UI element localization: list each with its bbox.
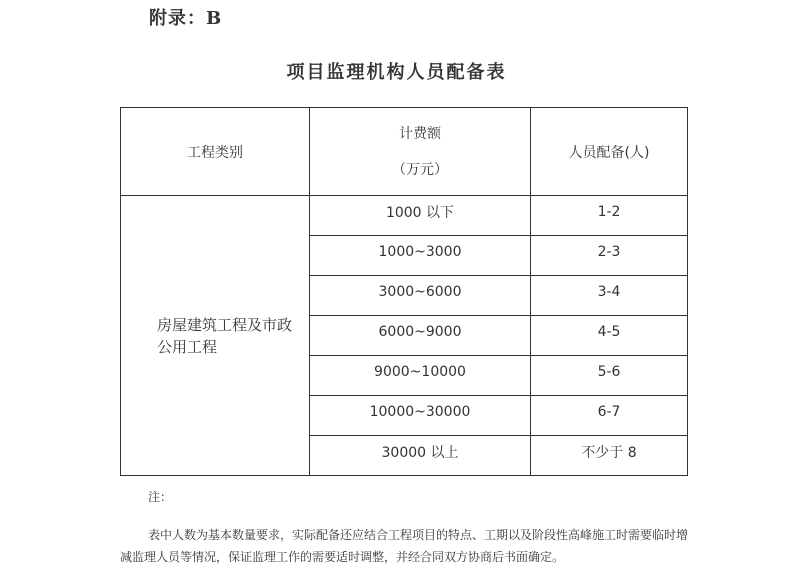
fee-cell: 1000 以下 <box>310 196 531 236</box>
page-title: 项目监理机构人员配备表 <box>286 62 507 83</box>
header-fee-label: 计费额 <box>399 125 441 142</box>
staff-cell: 不少于 8 <box>531 436 688 476</box>
fee-cell: 6000~9000 <box>310 316 531 356</box>
staff-cell: 2-3 <box>531 236 688 276</box>
staff-cell: 6-7 <box>531 396 688 436</box>
staff-cell: 1-2 <box>531 196 688 236</box>
note-text: 表中人数为基本数量要求，实际配备还应结合工程项目的特点、工期以及阶段性高峰施工时需要临时增减监理人员等情况，保证监理工作的需要适时调整，并经合同双方协商后书面确定。 <box>120 528 689 564</box>
fee-cell: 3000~6000 <box>310 276 531 316</box>
staff-cell: 4-5 <box>531 316 688 356</box>
fee-cell: 10000~30000 <box>310 396 531 436</box>
category-text: 房屋建筑工程及市政公用工程 <box>157 315 293 356</box>
note-label: 注： <box>148 490 173 504</box>
staffing-table <box>120 107 688 476</box>
staff-cell: 5-6 <box>531 356 688 396</box>
table-row <box>121 196 688 236</box>
category-cell <box>121 196 310 476</box>
header-staff: 人员配备(人) <box>531 108 688 196</box>
staff-cell: 3-4 <box>531 276 688 316</box>
header-fee <box>310 108 531 196</box>
table-header-row <box>121 108 688 196</box>
appendix-label: 附录：B <box>149 8 223 29</box>
header-category: 工程类别 <box>121 108 310 196</box>
header-fee-unit: （万元） <box>392 161 448 178</box>
fee-cell: 9000~10000 <box>310 356 531 396</box>
fee-cell: 1000~3000 <box>310 236 531 276</box>
fee-cell: 30000 以上 <box>310 436 531 476</box>
